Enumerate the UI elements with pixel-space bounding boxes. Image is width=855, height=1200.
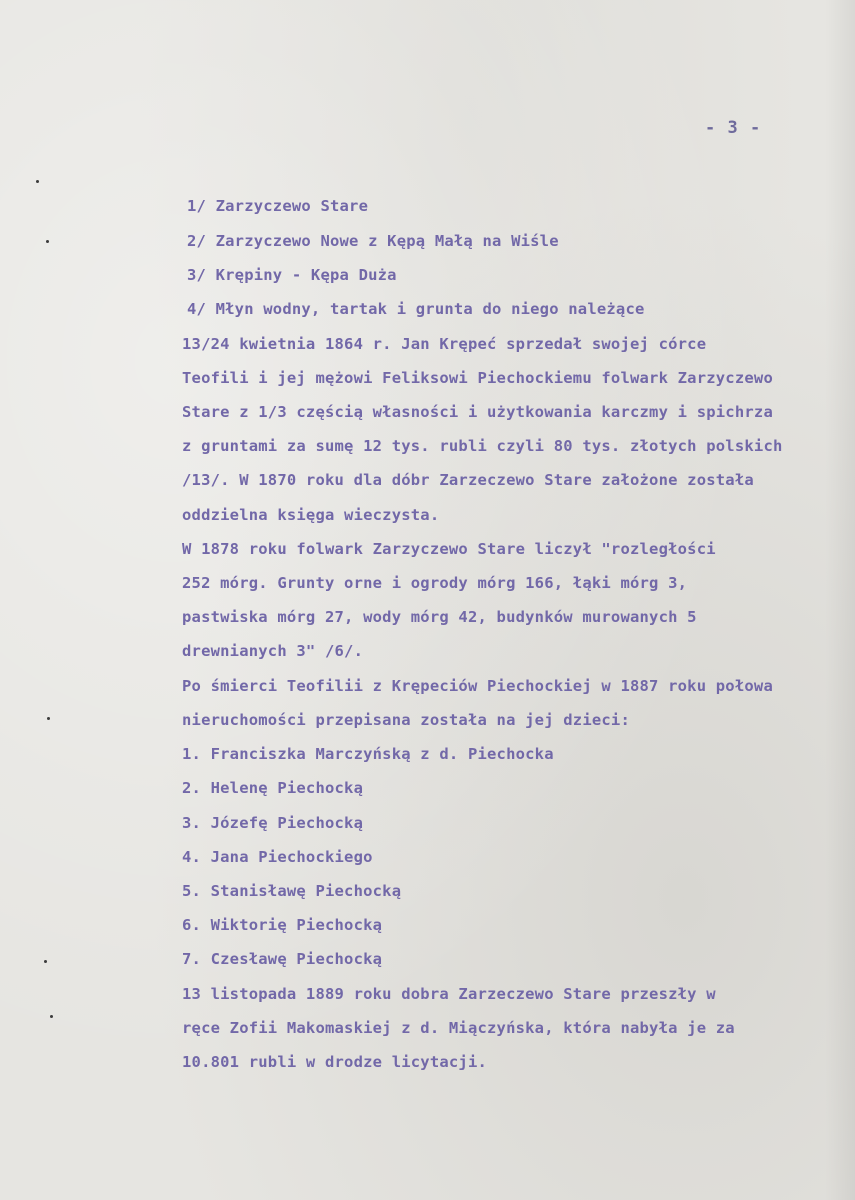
text-line: 10.801 rubli w drodze licytacji. (182, 1053, 488, 1071)
text-line: 252 mórg. Grunty orne i ogrody mórg 166, łąki mórg 3, (182, 574, 688, 592)
text-line: nieruchomości przepisana została na jej dzieci: (182, 711, 630, 729)
text-line: 2/ Zarzyczewo Nowe z Kępą Małą na Wiśle (187, 232, 559, 250)
text-line: 5. Stanisławę Piechocką (182, 882, 402, 900)
text-line: 1. Franciszka Marczyńską z d. Piechocka (182, 745, 554, 763)
text-line: pastwiska mórg 27, wody mórg 42, budynków murowanych 5 (182, 608, 697, 626)
text-line: 3. Józefę Piechocką (182, 814, 364, 832)
text-line: 3/ Krępiny - Kępa Duża (187, 266, 397, 284)
text-line: 1/ Zarzyczewo Stare (187, 197, 369, 215)
text-line: 13 listopada 1889 roku dobra Zarzeczewo Stare przeszły w (182, 985, 716, 1003)
text-line: z gruntami za sumę 12 tys. rubli czyli 80 tys. złotych polskich (182, 437, 783, 455)
text-line: ręce Zofii Makomaskiej z d. Miączyńska, która nabyła je za (182, 1019, 735, 1037)
text-line: Po śmierci Teofilii z Krępeciów Piechockiej w 1887 roku połowa (182, 677, 773, 695)
text-line: 7. Czesławę Piechocką (182, 950, 383, 968)
text-line: 2. Helenę Piechocką (182, 779, 364, 797)
page-number: - 3 - (705, 118, 762, 138)
text-line: 13/24 kwietnia 1864 r. Jan Krępeć sprzedał swojej córce (182, 335, 707, 353)
text-line: drewnianych 3" /6/. (182, 642, 364, 660)
text-line: /13/. W 1870 roku dla dóbr Zarzeczewo Stare założone została (182, 471, 754, 489)
text-line: Teofili i jej mężowi Feliksowi Piechockiemu folwark Zarzyczewo (182, 369, 773, 387)
text-line: 6. Wiktorię Piechocką (182, 916, 383, 934)
text-line: oddzielna księga wieczysta. (182, 506, 440, 524)
text-line: W 1878 roku folwark Zarzyczewo Stare liczył "rozległości (182, 540, 716, 558)
text-line: 4/ Młyn wodny, tartak i grunta do niego należące (187, 300, 645, 318)
text-line: 4. Jana Piechockiego (182, 848, 373, 866)
text-line: Stare z 1/3 częścią własności i użytkowania karczmy i spichrza (182, 403, 773, 421)
